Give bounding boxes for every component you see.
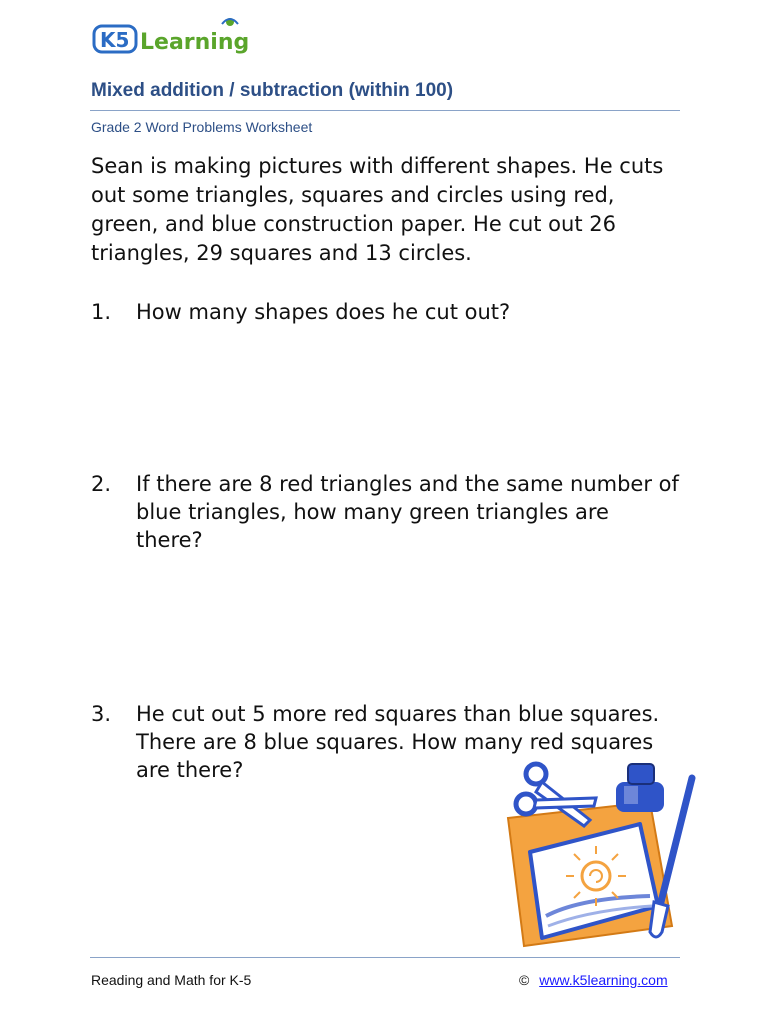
ink-bottle-icon [616, 764, 664, 812]
header-divider [90, 110, 680, 111]
problem-intro: Sean is making pictures with different shapes. He cuts out some triangles, squares and circles using red, green, and blue construction paper. He cut out 26 triangles, 29 squares and 13 circles. [91, 154, 664, 265]
k5-learning-logo [92, 16, 262, 60]
copyright-symbol: © [519, 972, 530, 988]
logo-k5-text: K5 [100, 28, 130, 52]
footer-divider [90, 957, 680, 958]
logo-learning-text: Learning [140, 30, 250, 55]
art-supplies-clipart [500, 756, 700, 956]
question-number: 2. [91, 472, 112, 496]
website-link[interactable]: www.k5learning.com [539, 972, 668, 988]
question-text: How many shapes does he cut out? [136, 300, 511, 324]
worksheet-subtitle: Grade 2 Word Problems Worksheet [91, 119, 313, 135]
footer-tagline: Reading and Math for K-5 [91, 972, 252, 988]
footer-copyright [519, 972, 668, 988]
question-number: 3. [91, 702, 112, 726]
worksheet-title: Mixed addition / subtraction (within 100) [91, 80, 454, 101]
question-number: 1. [91, 300, 112, 324]
question-text: If there are 8 red triangles and the same number of blue triangles, how many green triangles are there? [136, 472, 679, 552]
question-text: He cut out 5 more red squares than blue squares. There are 8 blue squares. How many red squares are there? [136, 702, 660, 782]
